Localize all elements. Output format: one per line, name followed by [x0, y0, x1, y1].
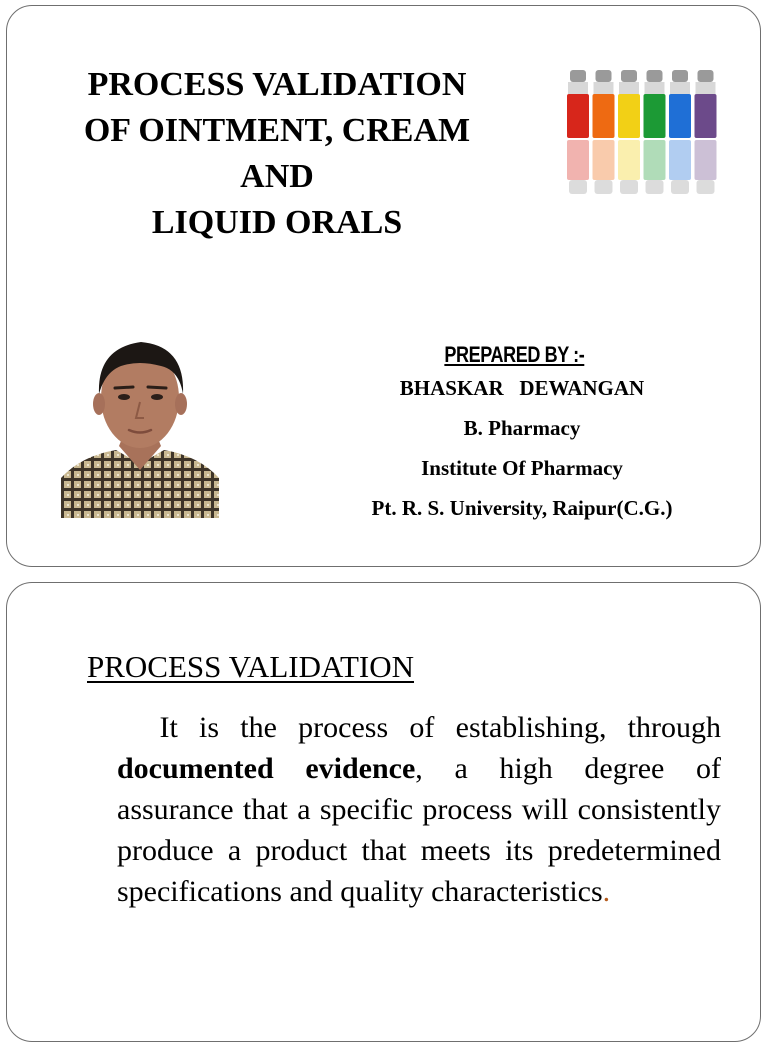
definition-emphasis: documented evidence	[117, 752, 416, 785]
definition-text	[117, 707, 721, 912]
definition-text-end: , a high degree of assurance that a specific process will consistently produce a product that meets its predetermined specifications and quality characteristics	[117, 752, 721, 908]
title-line-3: AND	[240, 158, 314, 195]
vial	[695, 70, 717, 194]
title-line-1: PROCESS VALIDATION	[87, 66, 467, 103]
prepared-by-block	[287, 342, 757, 528]
presentation-title	[47, 62, 507, 246]
author-institute: Institute Of Pharmacy	[421, 456, 623, 480]
definition-slide	[6, 582, 761, 1042]
section-heading: PROCESS VALIDATION	[87, 649, 414, 684]
title-line-2: OF OINTMENT, CREAM	[83, 112, 471, 149]
author-photo	[61, 328, 219, 518]
author-university: Pt. R. S. University, Raipur(C.G.)	[371, 496, 673, 520]
author-name: BHASKAR DEWANGAN	[399, 376, 645, 400]
definition-period: .	[602, 875, 611, 908]
vial	[669, 70, 691, 194]
vial	[644, 70, 666, 194]
prepared-by-heading: PREPARED BY :-	[444, 342, 584, 367]
vial	[567, 70, 589, 194]
title-line-4: LIQUID ORALS	[151, 204, 403, 241]
author-degree: B. Pharmacy	[463, 416, 581, 440]
vial	[593, 70, 615, 194]
vial	[618, 70, 640, 194]
definition-text-start: It is the process of establishing, through	[159, 711, 722, 744]
colored-vials-image	[563, 68, 717, 200]
title-slide	[6, 5, 761, 567]
